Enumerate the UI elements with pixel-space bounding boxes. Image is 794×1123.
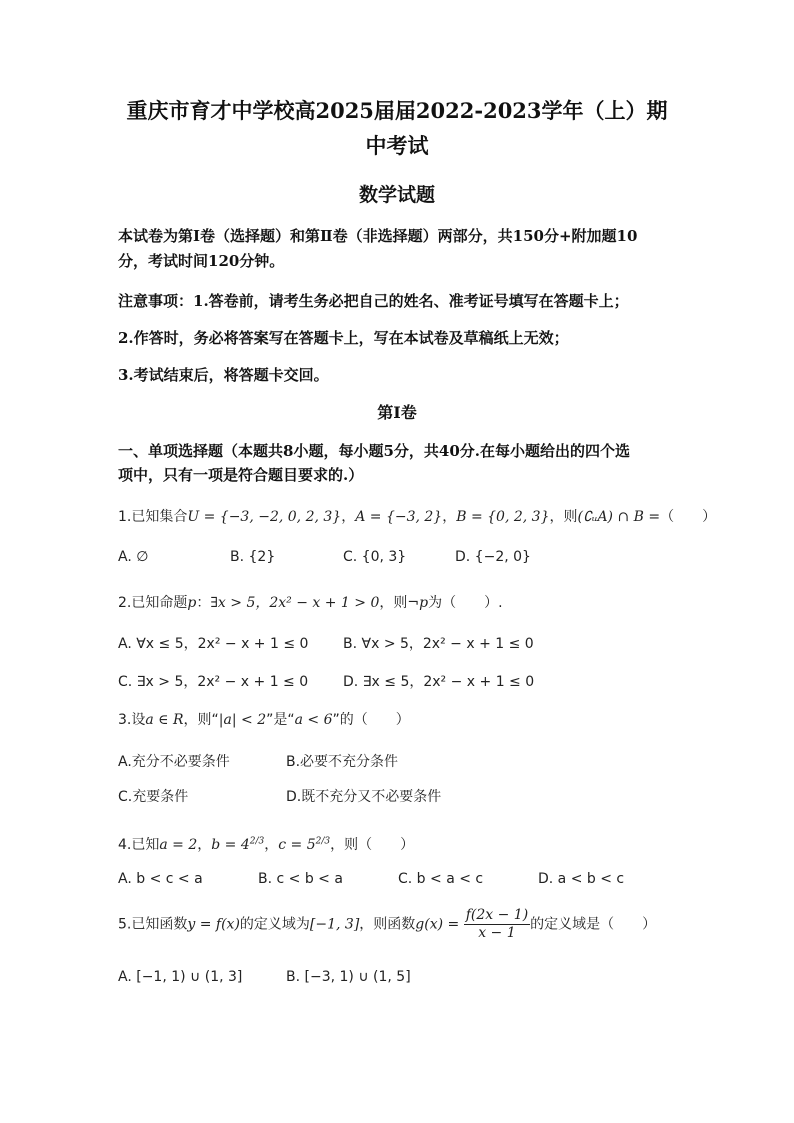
question-2-option-c: C. ∃x > 5，2x² − x + 1 ≤ 0 bbox=[118, 674, 309, 690]
question-3-option-c: C.充要条件 bbox=[118, 789, 189, 805]
intro-line2: 分，考试时间120分钟。 bbox=[118, 252, 285, 270]
question-2-option-b: B. ∀x > 5，2x² − x + 1 ≤ 0 bbox=[343, 636, 534, 652]
question-5-fraction: $\frac{f(2x - 1)}{x - 1}$ bbox=[465, 907, 529, 941]
exam-subtitle: 数学试题 bbox=[358, 184, 435, 206]
question-1-option-b: B. {2} bbox=[230, 549, 276, 565]
intro-line1: 本试卷为第Ⅰ卷（选择题）和第Ⅱ卷（非选择题）两部分，共150分+附加题10 bbox=[118, 227, 638, 245]
note-2: 2.作答时，务必将答案写在答题卡上，写在本试卷及草稿纸上无效； bbox=[118, 329, 569, 347]
question-5-option-a: A. [−1, 1) ∪ (1, 3] bbox=[118, 969, 243, 985]
section-title: 第Ⅰ卷 bbox=[377, 403, 417, 422]
question-3-option-b: B.必要不充分条件 bbox=[286, 754, 399, 770]
note-3: 3.考试结束后，将答题卡交回。 bbox=[118, 366, 329, 384]
question-4-option-d: D. a < b < c bbox=[538, 871, 625, 887]
question-1-option-a: A. ∅ bbox=[118, 549, 149, 565]
question-1-option-c: C. {0, 3} bbox=[343, 549, 407, 565]
section-heading-line2: 项中，只有一项是符合题目要求的.） bbox=[118, 466, 364, 484]
question-2-stem: 2.已知命题p：∃x > 5，2x² − x + 1 > 0，则¬p为（ ）. bbox=[118, 595, 503, 611]
question-2-option-a: A. ∀x ≤ 5，2x² − x + 1 ≤ 0 bbox=[118, 636, 309, 652]
question-2-option-d: D. ∃x ≤ 5，2x² − x + 1 ≤ 0 bbox=[343, 674, 535, 690]
exam-title-line2: 中考试 bbox=[365, 133, 429, 158]
section-heading-line1: 一、单项选择题（本题共8小题，每小题5分，共40分.在每小题给出的四个选 bbox=[118, 442, 630, 460]
question-5-option-b: B. [−3, 1) ∪ (1, 5] bbox=[286, 969, 411, 985]
question-4-option-c: C. b < a < c bbox=[398, 871, 484, 887]
question-4-option-b: B. c < b < a bbox=[258, 871, 343, 887]
question-5-stem: 5.已知函数y = f(x)的定义域为[−1, 3]，则函数g(x) = $\frac{f(2x - 1)}{x - 1}$ 的定义域是（ ） bbox=[118, 907, 657, 941]
question-4-stem: 4.已知a = 2，$b = 4^{2/3}$，$c = 5^{2/3}$，则（ ） bbox=[118, 836, 415, 853]
question-3-stem: 3.设a ∈ R，则“|a| < 2”是“a < 6”的（ ） bbox=[118, 712, 410, 728]
question-1-stem: 1.已知集合U = {−3, −2, 0, 2, 3}，A = {−3, 2}，B = {0, 2, 3}，则(∁ᵤA) ∩ B =（ ） bbox=[118, 509, 717, 525]
exam-title-line1: 重庆市育才中学校高2025届届2022-2023学年（上）期 bbox=[126, 98, 668, 123]
question-3-option-d: D.既不充分又不必要条件 bbox=[286, 789, 442, 805]
note-1: 注意事项：1.答卷前，请考生务必把自己的姓名、准考证号填写在答题卡上； bbox=[118, 292, 629, 310]
question-4-option-a: A. b < c < a bbox=[118, 871, 203, 887]
question-3-option-a: A.充分不必要条件 bbox=[118, 754, 230, 770]
question-1-option-d: D. {−2, 0} bbox=[455, 549, 531, 565]
